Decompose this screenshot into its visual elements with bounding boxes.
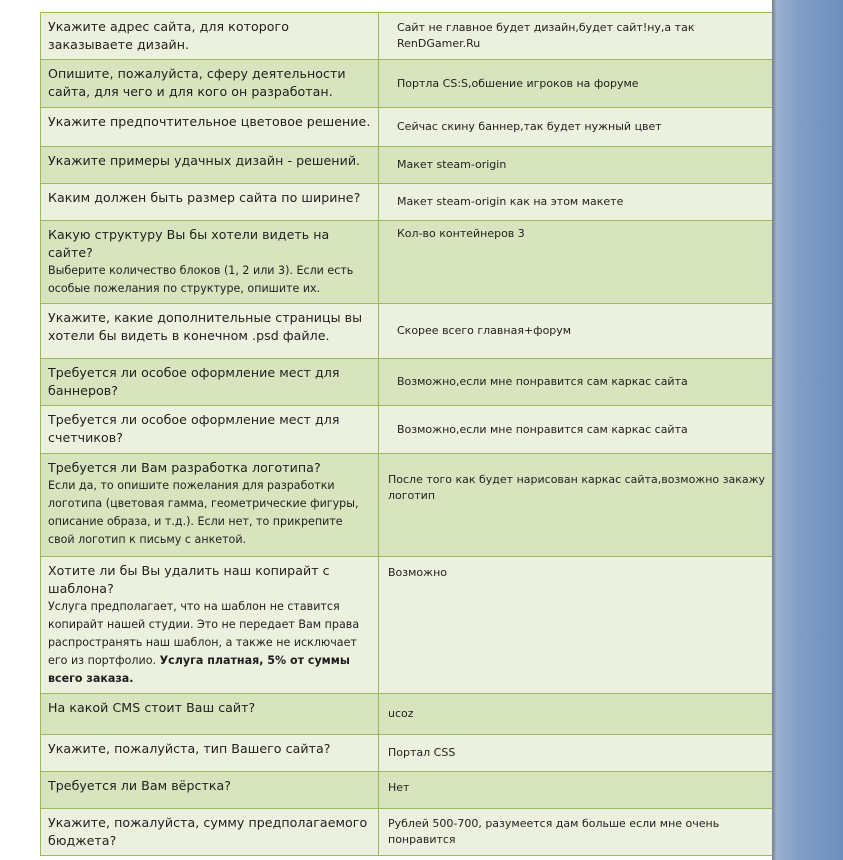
question-note-bold: Услуга платная, 5% от суммы всего заказа. [48, 654, 350, 685]
answer-cell[interactable]: ucoz [379, 694, 774, 735]
answer-cell[interactable]: Возможно,если мне понравится сам каркас сайта [379, 359, 774, 406]
question-text: Каким должен быть размер сайта по ширине? [48, 190, 361, 205]
table-row [41, 809, 774, 856]
table-row [41, 735, 774, 772]
answer-cell[interactable]: Возможно,если мне понравится сам каркас сайта [379, 406, 774, 454]
question-text: Укажите примеры удачных дизайн - решений. [48, 153, 361, 168]
answer-cell[interactable]: Рублей 500-700, разумеется дам больше если мне очень понравится [379, 809, 774, 856]
question-text: Укажите адрес сайта, для которого заказываете дизайн. [48, 19, 289, 52]
question-text: Опишите, пожалуйста, сферу деятельности сайта, для чего и для кого он разработан. [48, 66, 346, 99]
question-text: Укажите предпочтительное цветовое решение. [48, 114, 371, 129]
question-cell [41, 772, 379, 809]
page-edge-shadow [772, 0, 777, 860]
table-row [41, 359, 774, 406]
question-text: На какой CMS стоит Ваш сайт? [48, 700, 256, 715]
question-note [48, 598, 371, 688]
question-cell [41, 809, 379, 856]
table-row [41, 406, 774, 454]
table-row [41, 108, 774, 147]
table-row [41, 13, 774, 60]
question-note-text: Услуга предполагает, что на шаблон не ставится копирайт нашей студии. Это не передает Вам права распространять наш шаблон, а также не исключает его из портфолио. [48, 600, 360, 667]
question-text: Укажите, пожалуйста, сумму предполагаемого бюджета? [48, 815, 368, 848]
question-cell [41, 184, 379, 221]
question-cell [41, 557, 379, 694]
answer-cell[interactable]: После того как будет нарисован каркас сайта,возможно закажу логотип [379, 454, 774, 557]
answer-cell[interactable]: Нет [379, 772, 774, 809]
question-cell [41, 221, 379, 304]
question-text: Требуется ли особое оформление мест для счетчиков? [48, 412, 340, 445]
question-text: Требуется ли Вам разработка логотипа? [48, 460, 321, 475]
answer-cell[interactable]: Портла CS:S,обшение игроков на форуме [379, 60, 774, 108]
table-row [41, 304, 774, 359]
question-note: Выберите количество блоков (1, 2 или 3). Если есть особые пожелания по структуре, опишите их. [48, 264, 354, 295]
question-cell [41, 406, 379, 454]
question-cell [41, 694, 379, 735]
answer-cell[interactable]: Сайт не главное будет дизайн,будет сайт!ну,а так RenDGamer.Ru [379, 13, 774, 60]
question-text: Укажите, какие дополнительные страницы вы хотели бы видеть в конечном .psd файле. [48, 310, 363, 343]
table-row [41, 772, 774, 809]
table-row [41, 184, 774, 221]
question-cell [41, 304, 379, 359]
answer-cell[interactable]: Сейчас скину баннер,так будет нужный цвет [379, 108, 774, 147]
table-row [41, 147, 774, 184]
questionnaire-table [40, 12, 774, 856]
question-cell [41, 735, 379, 772]
table-row [41, 221, 774, 304]
question-cell [41, 13, 379, 60]
table-row [41, 694, 774, 735]
answer-cell[interactable]: Портал CSS [379, 735, 774, 772]
table-row [41, 60, 774, 108]
answer-cell[interactable]: Макет steam-origin [379, 147, 774, 184]
question-text: Укажите, пожалуйста, тип Вашего сайта? [48, 741, 331, 756]
question-cell [41, 454, 379, 557]
question-text: Хотите ли бы Вы удалить наш копирайт с шаблона? [48, 563, 330, 596]
question-text: Требуется ли Вам вёрстка? [48, 778, 232, 793]
table-row [41, 557, 774, 694]
table-row [41, 454, 774, 557]
answer-cell[interactable]: Скорее всего главная+форум [379, 304, 774, 359]
answer-cell[interactable]: Возможно [379, 557, 774, 694]
question-cell [41, 359, 379, 406]
question-cell [41, 147, 379, 184]
question-cell [41, 108, 379, 147]
question-cell [41, 60, 379, 108]
question-text: Требуется ли особое оформление мест для баннеров? [48, 365, 340, 398]
question-text: Какую структуру Вы бы хотели видеть на сайте? [48, 227, 330, 260]
answer-cell[interactable]: Кол-во контейнеров 3 [379, 221, 774, 304]
window-background [772, 0, 843, 860]
question-note: Если да, то опишите пожелания для разработки логотипа (цветовая гамма, геометрические фигуры, описание образа, и т.д.). Если нет, то прикрепите свой логотип к письму с анкетой. [48, 479, 359, 546]
answer-cell[interactable]: Макет steam-origin как на этом макете [379, 184, 774, 221]
